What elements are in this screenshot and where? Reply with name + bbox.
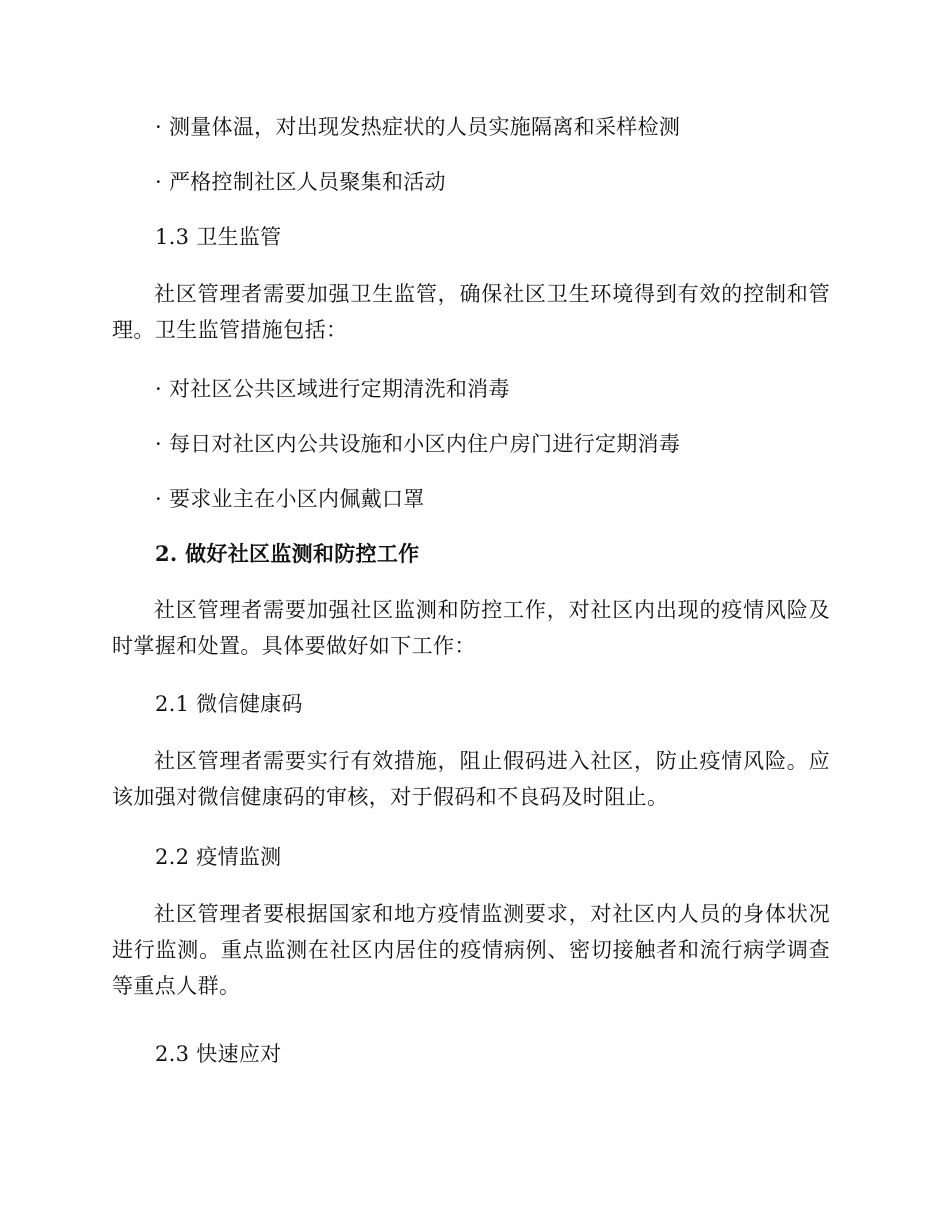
bullet-item: · 测量体温，对出现发热症状的人员实施隔离和采样检测 xyxy=(155,115,681,139)
section-heading-1-3: 1.3 卫生监管 xyxy=(155,225,282,249)
section-heading-2: 2. 做好社区监测和防控工作 xyxy=(155,541,420,566)
bullet-item: · 严格控制社区人员聚集和活动 xyxy=(155,170,446,194)
section-heading-2-3: 2.3 快速应对 xyxy=(155,1042,282,1066)
paragraph: 社区管理者要根据国家和地方疫情监测要求，对社区内人员的身体状况进行监测。重点监测在社区内居住的疫情病例、密切接触者和流行病学调查等重点人群。 xyxy=(112,902,830,998)
bullet-item: · 对社区公共区域进行定期清洗和消毒 xyxy=(155,377,510,401)
bullet-item: · 要求业主在小区内佩戴口罩 xyxy=(155,487,425,511)
section-heading-2-1: 2.1 微信健康码 xyxy=(155,692,303,716)
section-heading-2-2: 2.2 疫情监测 xyxy=(155,845,282,869)
paragraph: 社区管理者需要加强卫生监管，确保社区卫生环境得到有效的控制和管理。卫生监管措施包括： xyxy=(112,282,830,342)
paragraph: 社区管理者需要加强社区监测和防控工作，对社区内出现的疫情风险及时掌握和处置。具体要做好如下工作： xyxy=(112,598,830,658)
paragraph: 社区管理者需要实行有效措施，阻止假码进入社区，防止疫情风险。应该加强对微信健康码的审核，对于假码和不良码及时阻止。 xyxy=(112,749,830,809)
bullet-item: · 每日对社区内公共设施和小区内住户房门进行定期消毒 xyxy=(155,432,681,456)
